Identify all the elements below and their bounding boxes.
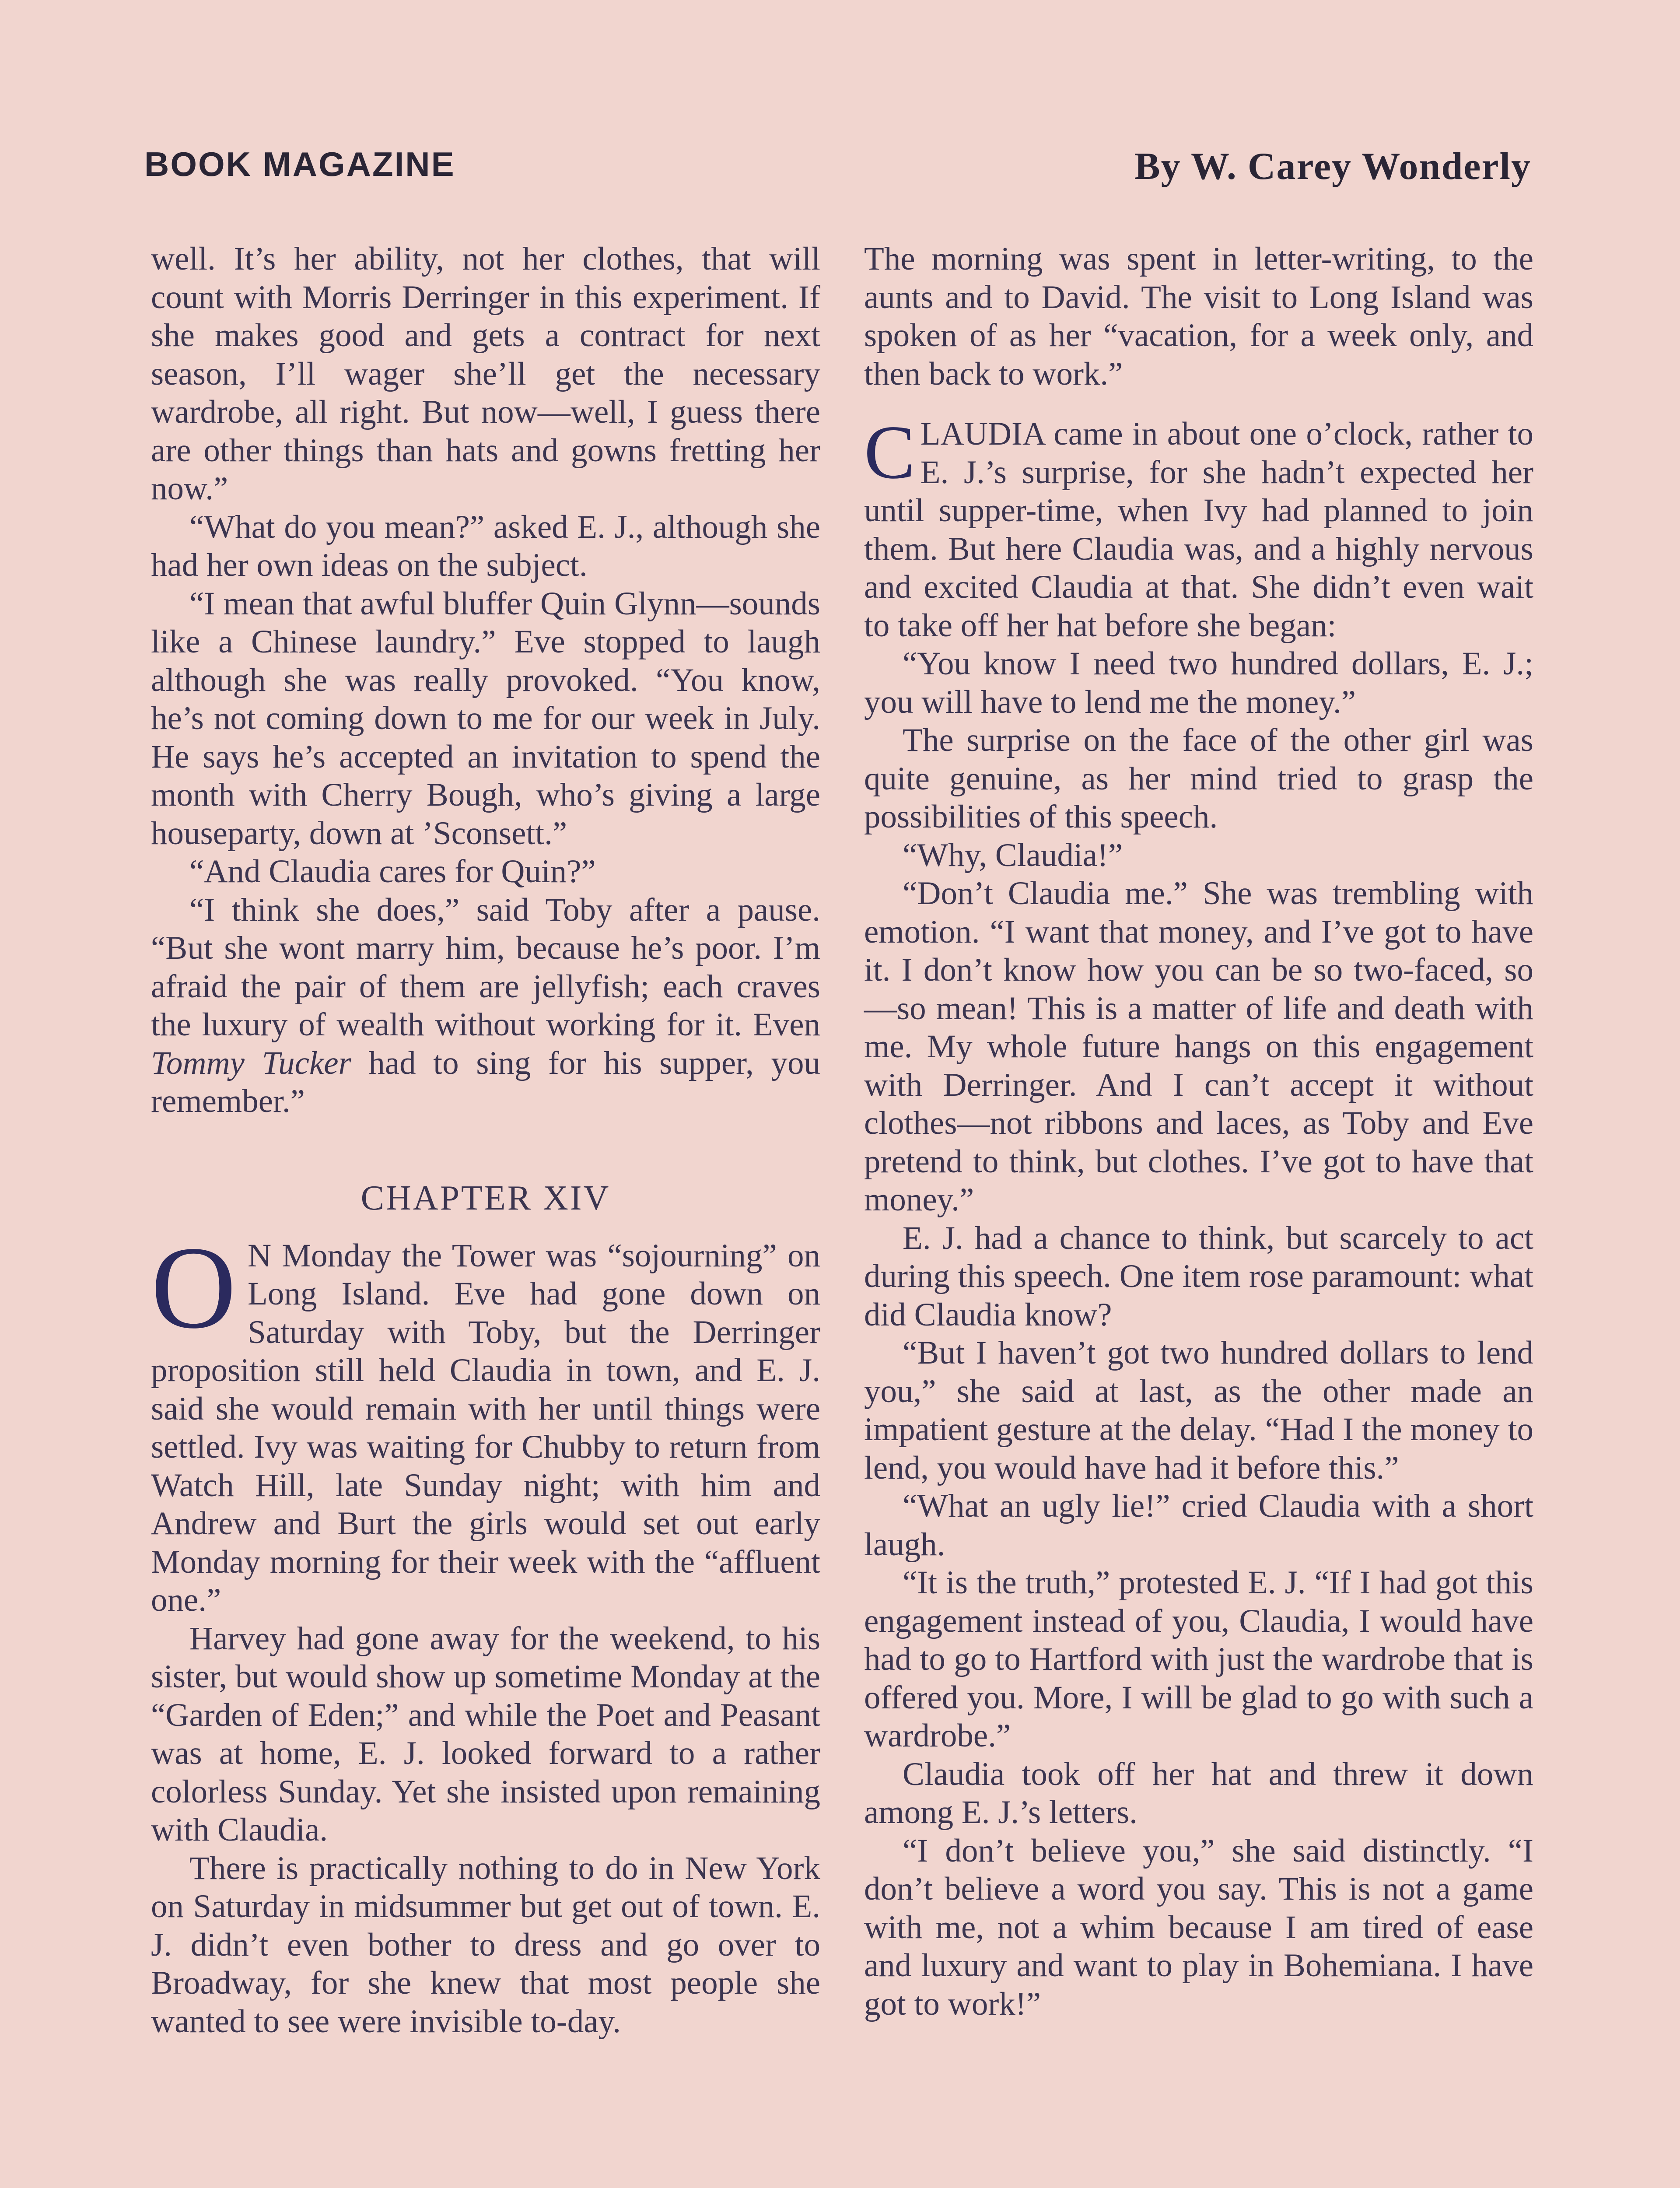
paragraph-text: “I think she does,” said Toby after a pause. “But she wont marry him, because he’s poor. I’m afraid the pair of them are jellyfish; each craves the luxury of wealth without working for it. Even [151, 891, 820, 1043]
paragraph: Harvey had gone away for the weekend, to his sister, but would show up sometime Monday at the “Garden of Eden;” and while the Poet and Peasant was at home, E. J. looked forward to a rather colorless Sunday. Yet she insisted upon remaining with Claudia. [151, 1620, 820, 1848]
spacer [864, 393, 1533, 415]
paragraph: The surprise on the face of the other girl was quite genuine, as her mind tried to grasp the possibilities of this speech. [864, 722, 1533, 835]
spacer [151, 1121, 820, 1160]
paragraph [151, 891, 820, 1121]
paragraph: “Why, Claudia!” [903, 837, 1123, 873]
publication-title: BOOK MAGAZINE [144, 145, 455, 183]
paragraph [864, 410, 1533, 645]
paragraph: “I mean that awful bluffer Quin Glynn—sounds like a Chinese laundry.” Eve stopped to laugh although she was really provoked. “You know, he’s not coming down to me for our week in July. He says he’s accepted an invitation to spend the month with Cherry Bough, who’s giving a large houseparty, down at ’Sconsett.” [151, 585, 820, 852]
paragraph [151, 1222, 820, 1620]
paragraph: “But I haven’t got two hundred dollars to lend you,” she said at last, as the other made an impatient gesture at the delay. “Had I the money to lend, you would have had it before this.” [864, 1335, 1533, 1486]
paragraph: “I don’t believe you,” she said distinctly. “I don’t believe a word you say. This is not a game with me, not a whim because I am tired of ease and luxury and want to play in Bohemiana. I have got to work!” [864, 1832, 1533, 2022]
paragraph: The morning was spent in letter-writing, to the aunts and to David. The visit to Long Island was spoken of as her “vacation, for a week only, and then back to work.” [864, 241, 1533, 392]
drop-cap: O [151, 1222, 236, 1353]
paragraph-text: N Monday the Tower was “sojourning” on Long Island. Eve had gone down on Saturday with Toby, but the Derringer proposition still held Claudia in town, and E. J. said she would remain with her until things were settled. Ivy was waiting for Chubby to return from Watch Hill, late Sunday night; with him and Andrew and Burt the girls would set out early Monday morning for their week with the “affluent one.” [151, 1237, 820, 1618]
italic-title: Tommy Tucker [151, 1045, 351, 1081]
paragraph: “And Claudia cares for Quin?” [189, 853, 596, 890]
paragraph: “Don’t Claudia me.” She was trembling with emotion. “I want that money, and I’ve got to have it. I don’t know how you can be so two-faced, so—so mean! This is a matter of life and death with me. My whole future hangs on this engagement with Derringer. And I can’t accept it without clothes—not ribbons and laces, as Toby and Eve pretend to think, but clothes. I’ve got to have that money.” [864, 875, 1533, 1218]
running-head [0, 144, 1680, 193]
drop-cap: C [864, 410, 915, 494]
paragraph: Claudia took off her hat and threw it down among E. J.’s letters. [864, 1756, 1533, 1830]
paragraph: “You know I need two hundred dollars, E. J.; you will have to lend me the money.” [864, 645, 1533, 720]
left-column [151, 240, 820, 2041]
paragraph-text: LAUDIA came in about one o’clock, rather to E. J.’s surprise, for she hadn’t expected her until supper-time, when Ivy had planned to join them. But here Claudia was, and a highly nervous and excited Claudia at that. She didn’t even wait to take off her hat before she began: [864, 416, 1533, 644]
paragraph: “What an ugly lie!” cried Claudia with a short laugh. [864, 1488, 1533, 1563]
byline: By W. Carey Wonderly [1134, 145, 1531, 188]
paragraph: There is practically nothing to do in New York on Saturday in midsummer but get out of town. E. J. didn’t even bother to dress and go over to Broadway, for she knew that most people she wanted to see were invisible to-day. [151, 1850, 820, 2040]
chapter-heading: CHAPTER XIV [360, 1178, 611, 1217]
paragraph: “It is the truth,” protested E. J. “If I had got this engagement instead of you, Claudia, I would have had to go to Hartford with just the wardrobe that is offered you. More, I will be glad to go with such a wardrobe.” [864, 1564, 1533, 1754]
paragraph: “What do you mean?” asked E. J., although she had her own ideas on the subject. [151, 508, 820, 583]
paragraph: well. It’s her ability, not her clothes, that will count with Morris Derringer in this experiment. If she makes good and gets a contract for next season, I’ll wager she’ll get the necessary wardrobe, all right. But now—well, I guess there are other things than hats and gowns fretting her now.” [151, 241, 820, 507]
paragraph-text: had to sing for his supper, you remember.” [151, 1045, 820, 1119]
right-column [864, 240, 1533, 2023]
paragraph: E. J. had a chance to think, but scarcely to act during this speech. One item rose paramount: what did Claudia know? [864, 1220, 1533, 1333]
